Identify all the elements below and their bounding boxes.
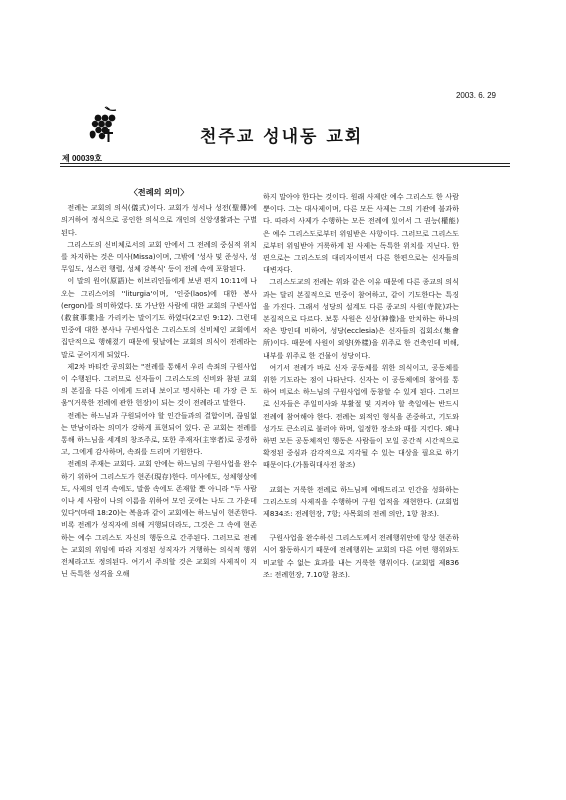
paragraph: 여기서 전례가 바로 신자 공동체를 위한 의식이고, 공동체를 위한 기도라는 점이 나타난다. 신자는 이 공동체에의 참여를 통하여 비로소 하느님의 구원사업에 동참할 수 있게 된다. 그러므로 신자들은 주일미사와 부활절 및 지켜야 할 축일에는 반드시 전례에 참여해야 한다. 전례는 외적인 형식을 존중하고, 기도와 성가도 큰소리로 불러야 하며, 일정한 장소와 때를 지킨다. 왜냐하면 모든 공동체적인 행동은 사람들이 모일 공간적 시간적으로 확정된 중심과 감각적으로 지각될 수 있는 대상을 필요로 하기 때문이다.(가톨릭대사전 참조): [263, 362, 459, 470]
article-column-right: [263, 191, 459, 581]
article-title: 〈전례의 의미〉: [129, 187, 189, 197]
article-column-left: [61, 186, 257, 581]
paragraph: 구원사업을 완수하신 그리스도께서 전례행위안에 항상 현존하시어 활동하시기 때문에 전례행위는 교회의 다른 어떤 행위와도 비교할 수 없는 효과를 내는 거룩한 행위이다. (교회법 제836조: 전례헌장, 7.10항 참조).: [263, 533, 459, 579]
paragraph: 전례의 주재는 교회다. 교회 안에는 하느님의 구원사업을 완수하기 위하여 그리스도가 현존(現存)한다. 미사에도, 성체형상에도, 사제의 인격 속에도, 말씀 속에도 존재할 뿐 아니라 "두 사람이나 세 사람이 나의 이름을 위하여 모인 곳에는 나도 그 가운데 있다"(마태 18:20)는 복음과 같이 교회에는 하느님이 현존한다. 비록 전례가 성직자에 의해 거행되더라도, 그것은 그 속에 현존하는 예수 그리스도 자신의 행동으로 간주된다. 그러므로 전례는 교회의 위임에 따라 지정된 성직자가 거행하는 의식적 행위 전체라고도 정의된다. 여기서 주의할 것은 교회의 사제직이 지닌 독특한 성격을 오해: [61, 459, 257, 579]
paragraph: 교회는 거룩한 전례로 하느님께 예배드리고 인간을 성화하는 그리스도의 사제직을 수행하며 구원 업적을 재현한다. (교회법 제834조: 전례헌장, 7항; 사목회의 전례 의안, 1항 참조).: [263, 484, 459, 519]
paragraph: 그리스도교의 전례는 위와 같은 이유 때문에 다른 종교의 의식과는 달리 본질적으로 민중이 참여하고, 같이 기도한다는 특징을 가진다. 그래서 성당의 설계도 다른 종교의 사원(寺院)과는 본질적으로 다르다. 보통 사원은 신상(神像)을 안치하는 하나의 작은 방인데 비하여, 성당(ecclesia)은 신자들의 집회소(集會所)이다. 때문에 사원이 외양(外樣)을 위주로 한 건축인데 비해, 내부를 위주로 한 건물이 성당이다.: [263, 277, 459, 360]
paragraph: 전례는 교회의 의식(儀式)이다. 교회가 성서나 성전(聖傳)에 의거하여 정식으로 공인한 의식으로 개인의 신앙생활과는 구별된다.: [61, 203, 257, 237]
paragraph: 하지 말아야 한다는 것이다. 원래 사제란 예수 그리스도 한 사람뿐이다. 그는 대사제이며, 다른 모든 사제는 그의 기관에 불과하다. 따라서 사제가 수행하는 모든 전례에 있어서 그 권능(權能)은 예수 그리스도로부터 위임받은 사항이다. 그러므로 그리스도로부터 위임받아 거룩하게 된 사제는 독특한 위치를 지닌다. 한편으로는 그리스도의 대리자이면서 다른 한편으로는 신자들의 대변자다.: [263, 192, 459, 275]
paragraph: 제2차 바티칸 공의회는 "전례를 통해서 우리 속죄의 구원사업이 수행된다. 그러므로 신자들이 그리스도의 신비와 참된 교회의 본질을 다른 이에게 드러내 보이고 명시하는 데 가장 큰 도움"(거룩한 전례에 관한 헌장)이 되는 것이 전례라고 말한다.: [61, 361, 257, 408]
paragraph: 이 말의 원어(原語)는 히브리인들에게 보낸 편지 10:11에 나오는 그리스어의 ''liturgia'이며, '인중(laos)에 대한 봉사(ergon)를 의미하였다. 또 가난한 사람에 대한 교회의 구빈사업(救貧事業)을 가리키는 말이기도 하였다(2고린 9:12). 그런데 민중에 대한 봉사나 구빈사업은 그리스도의 신비체인 교회에서 집단적으로 행해졌기 때문에 뒷날에는 교회의 의식이 전례라는 말로 굳어지게 되었다.: [61, 276, 257, 359]
header-rule-bottom: [60, 166, 510, 167]
header-rule-top: [60, 163, 510, 164]
date: 2003. 6. 29: [455, 91, 496, 100]
issue-number: 제 00039호: [62, 154, 102, 163]
paragraph: 전례는 하느님과 구원되어야 할 인간들과의 결합이며, 끊임없는 만남이라는 의미가 강하게 표현되어 있다. 곧 교회는 전례를 통해 하느님을 세계의 창조주로, 또한 주재자(主宰者)로 공경하고, 그에게 감사하며, 속죄를 드리며 기원한다.: [61, 410, 257, 457]
page-title: 천주교 성내동 교회: [200, 127, 364, 147]
paragraph: 그리스도의 신비체로서의 교회 안에서 그 전례의 중심적 위치를 차지하는 것은 미사(Missa)이며, 그밖에 '성사 및 준성사, 성무일도, 성스런 행렬, 성체 강복식' 등이 전례 속에 포함된다.: [61, 239, 257, 274]
grape-cross-logo-icon: [86, 104, 122, 144]
